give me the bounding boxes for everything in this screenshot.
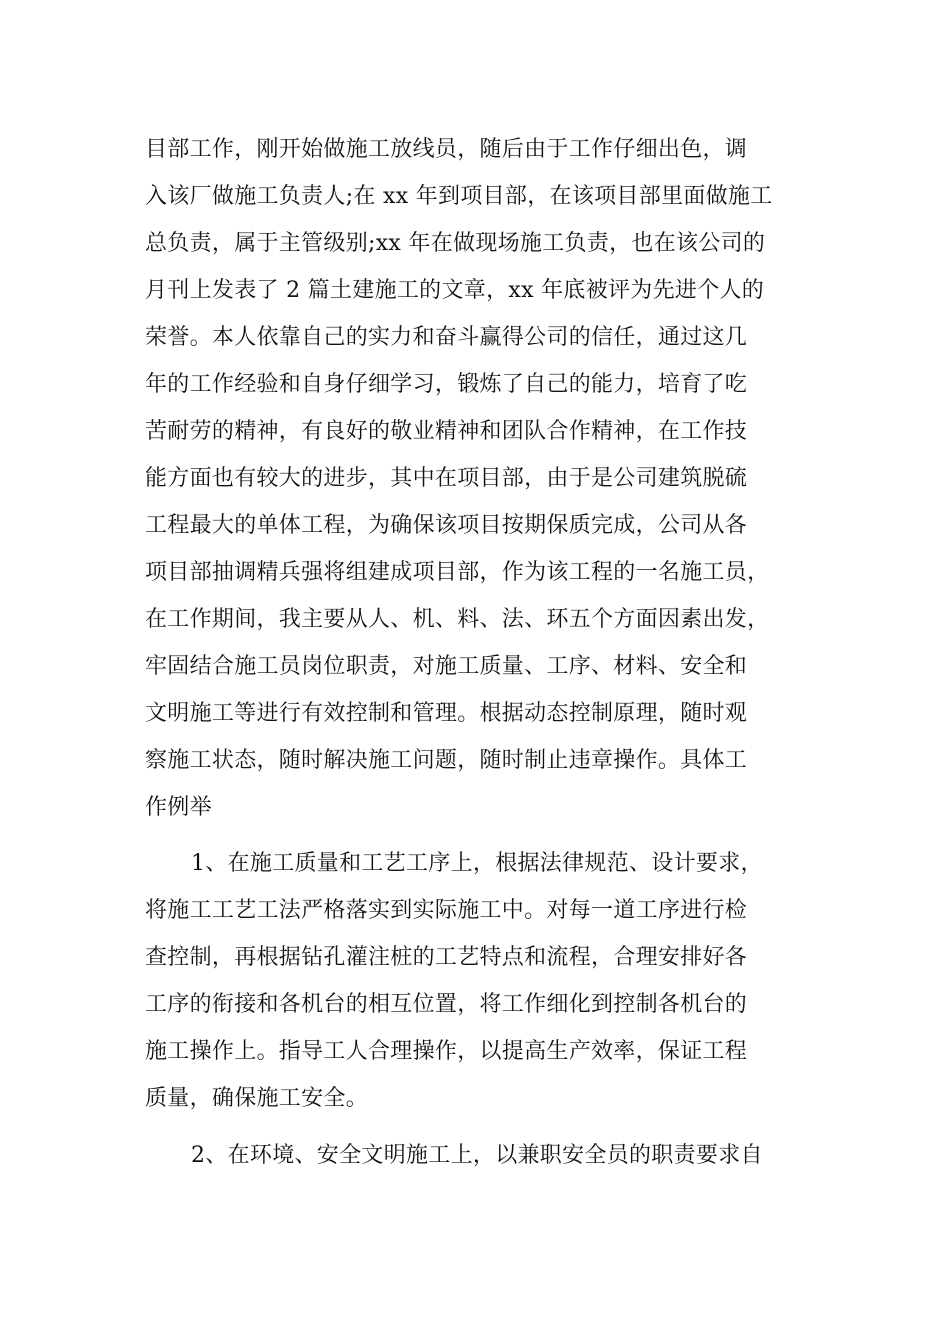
text-line: 作例举: [145, 795, 212, 820]
text-line: 工序的衔接和各机台的相互位置，将工作细化到控制各机台的: [145, 992, 748, 1017]
text-line: 入该厂做施工负责人;在 xx 年到项目部，在该项目部里面做施工: [145, 184, 773, 209]
text-line: 能方面也有较大的进步，其中在项目部，由于是公司建筑脱硫: [145, 466, 748, 491]
text-line: 总负责，属于主管级别;xx 年在做现场施工负责，也在该公司的: [145, 231, 766, 256]
text-line: 查控制，再根据钻孔灌注桩的工艺特点和流程，合理安排好各: [145, 945, 748, 970]
text-line: 在工作期间，我主要从人、机、料、法、环五个方面因素出发，: [145, 607, 770, 632]
text-line: 质量，确保施工安全。: [145, 1086, 369, 1111]
text-line: 月刊上发表了 2 篇土建施工的文章，xx 年底被评为先进个人的: [145, 278, 765, 303]
text-line: 工程最大的单体工程，为确保该项目按期保质完成，公司从各: [145, 513, 748, 538]
text-line: 察施工状态，随时解决施工问题，随时制止违章操作。具体工: [145, 748, 748, 773]
text-line: 2、在环境、安全文明施工上，以兼职安全员的职责要求自: [191, 1143, 763, 1168]
text-line: 苦耐劳的精神，有良好的敬业精神和团队合作精神，在工作技: [145, 419, 748, 444]
text-line: 施工操作上。指导工人合理操作，以提高生产效率，保证工程: [145, 1039, 748, 1064]
text-line: 1、在施工质量和工艺工序上，根据法律规范、设计要求，: [191, 851, 763, 876]
text-line: 牢固结合施工员岗位职责，对施工质量、工序、材料、安全和: [145, 654, 748, 679]
text-line: 年的工作经验和自身仔细学习，锻炼了自己的能力，培育了吃: [145, 372, 748, 397]
text-line: 荣誉。本人依靠自己的实力和奋斗赢得公司的信任，通过这几: [145, 325, 748, 350]
text-line: 文明施工等进行有效控制和管理。根据动态控制原理，随时观: [145, 701, 748, 726]
text-line: 将施工工艺工法严格落实到实际施工中。对每一道工序进行检: [145, 898, 748, 923]
text-line: 目部工作，刚开始做施工放线员，随后由于工作仔细出色，调: [145, 137, 748, 162]
text-line: 项目部抽调精兵强将组建成项目部，作为该工程的一名施工员，: [145, 560, 770, 585]
